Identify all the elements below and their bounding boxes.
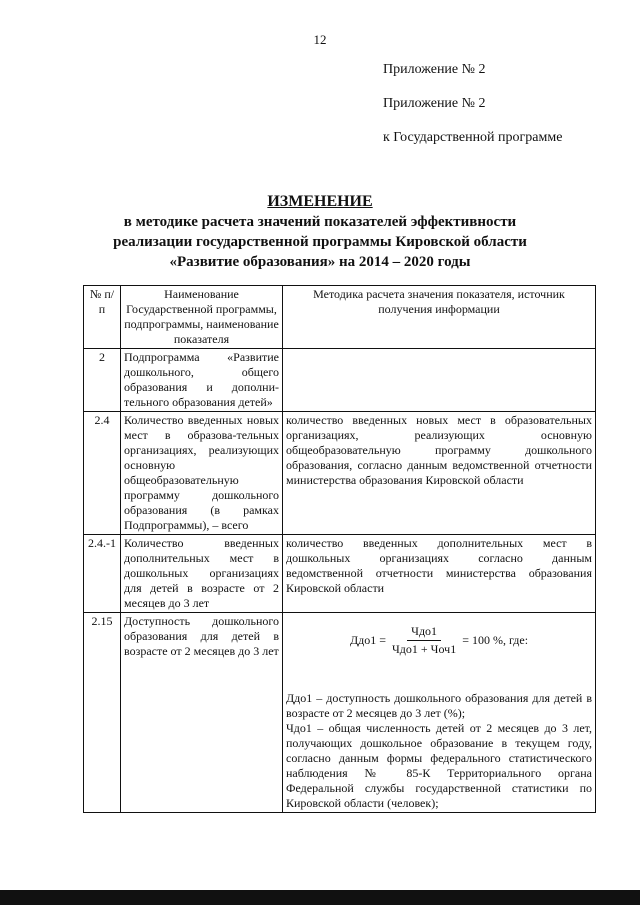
header-number: № п/п [84,286,121,349]
method-definition-2: Чдо1 – общая численность детей от 2 месяцев до 3 лет, получающих дошкольное образование в текущем году, согласно данным формы федерального статистического наблюдения № 85-К Территориального органа Федеральной службы государственной статистики по Кировской области (человек); [286,721,592,810]
row-method [283,349,596,412]
appendix-reference: к Государственной программе [383,130,563,145]
appendix-label-repeat: Приложение № 2 [383,96,486,111]
row-method: количество введенных дополнительных мест в дошкольных организациях согласно данным ведомственной отчетности министерства образования Кировской области [283,535,596,613]
formula-lhs: Ддо1 = [349,633,386,647]
methodology-table [83,285,596,813]
row-method [283,613,596,813]
table-row [84,412,596,535]
row-name: Количество введенных дополнительных мест в дошкольных организациях для детей в возрасте от 2 месяцев до 3 лет [121,535,283,613]
method-definition-1: Ддо1 – доступность дошкольного образования для детей в возрасте от 2 месяцев до 3 лет (%); [286,691,592,720]
title-line-1: ИЗМЕНЕНИЕ [267,193,373,210]
row-number: 2.4.-1 [84,535,121,613]
row-name: Подпрограмма «Развитие дошкольного, общего образования и дополни-тельного образования детей» [121,349,283,412]
row-name: Доступность дошкольного образования для детей в возрасте от 2 месяцев до 3 лет [121,613,283,813]
row-number: 2.15 [84,613,121,813]
row-method: количество введенных новых мест в образовательных организациях, реализующих основную общеобразовательную программу дошкольного образования, согласно данным ведомственной отчетности министерства образования Кировской области [283,412,596,535]
appendix-label: Приложение № 2 [383,62,486,77]
table-header-row [84,286,596,349]
header-method: Методика расчета значения показателя, источник получения информации [283,286,596,349]
formula-denominator: Чдо1 + Чоч1 [392,642,457,656]
row-number: 2 [84,349,121,412]
table-row [84,535,596,613]
title-line-4: «Развитие образования» на 2014 – 2020 годы [169,254,471,270]
formula-numerator: Чдо1 [407,624,441,641]
title-line-3: реализации государственной программы Кировской области [113,234,527,250]
row-name: Количество введенных новых мест в образова-тельных организациях, реализующих основную общеобразовательную программу дошкольного образования (в рамках Подпрограммы), – всего [121,412,283,535]
scan-border-bar [0,890,640,905]
formula-fraction [388,624,460,657]
title-line-2: в методике расчета значений показателей эффективности [123,214,517,230]
document-title [0,192,640,272]
page-number: 12 [313,32,327,47]
formula [286,624,592,657]
header-name: Наименование Государственной программы, подпрограммы, наименование показателя [121,286,283,349]
row-number: 2.4 [84,412,121,535]
table-row [84,349,596,412]
formula-rhs: = 100 %, где: [462,633,529,647]
table-row [84,613,596,813]
